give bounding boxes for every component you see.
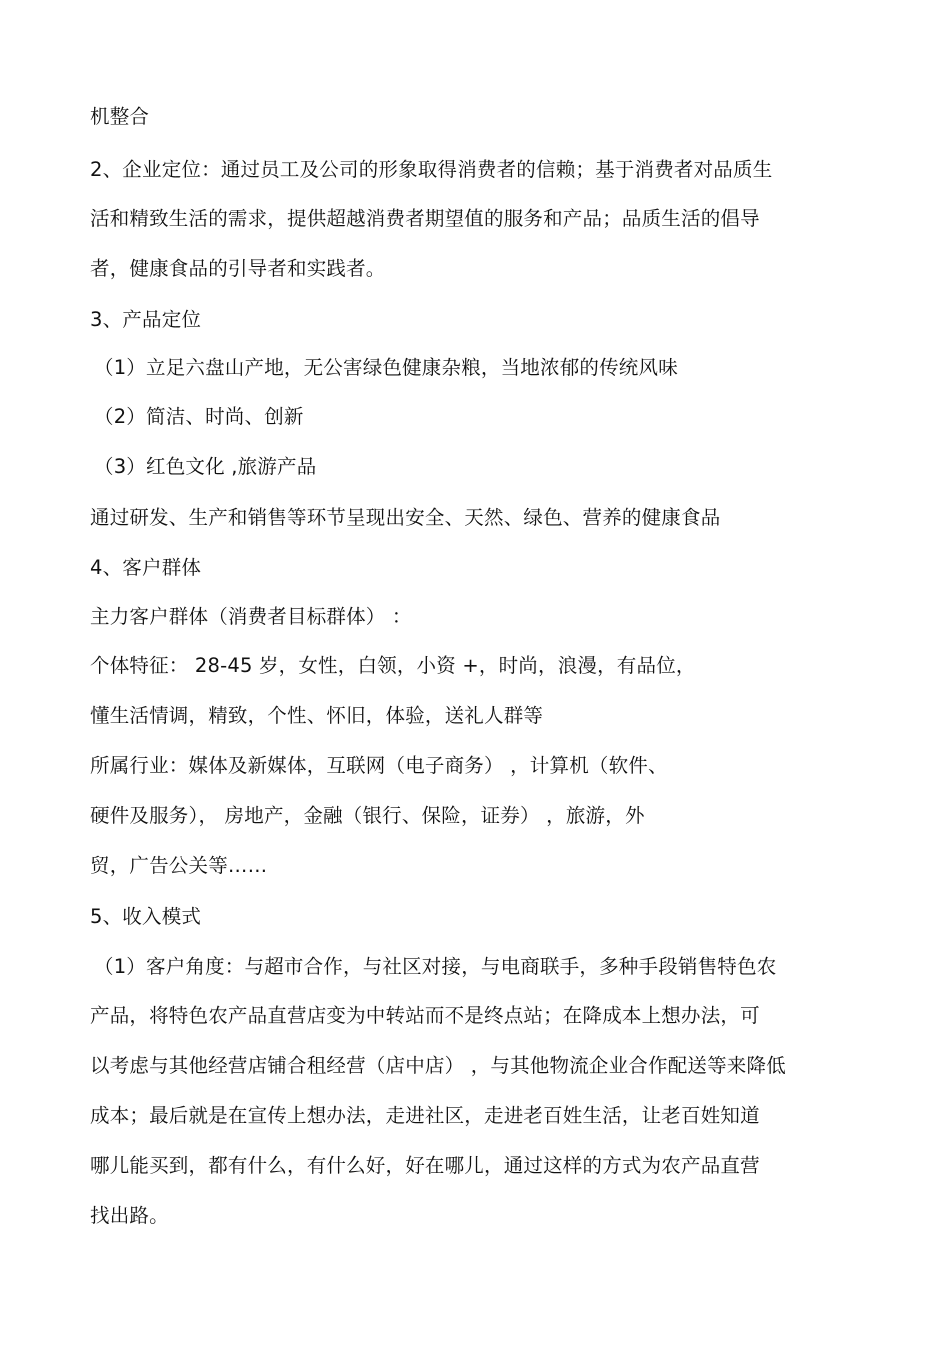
text-line: 活和精致生活的需求，提供超越消费者期望值的服务和产品；品质生活的倡导	[90, 207, 760, 230]
list-item: （1）客户角度：与超市合作，与社区对接，与电商联手，多种手段销售特色农	[94, 955, 777, 978]
text-line: 成本；最后就是在宣传上想办法，走进社区，走进老百姓生活，让老百姓知道	[90, 1104, 760, 1127]
text-line: 通过研发、生产和销售等环节呈现出安全、天然、绿色、营养的健康食品	[90, 506, 721, 529]
section-heading: 4、客户群体	[90, 556, 202, 579]
list-item: （3）红色文化 ,旅游产品	[94, 455, 317, 478]
text-line: 以考虑与其他经营店铺合租经营（店中店） ，与其他物流企业合作配送等来降低	[90, 1054, 786, 1077]
text-line: 找出路。	[90, 1204, 169, 1227]
list-item: （2）简洁、时尚、创新	[94, 405, 304, 428]
text-line: 懂生活情调，精致，个性、怀旧，体验，送礼人群等	[90, 704, 544, 727]
section-heading: 5、收入模式	[90, 905, 202, 928]
text-line: 机整合	[90, 105, 150, 128]
list-item: （1）立足六盘山产地，无公害绿色健康杂粮，当地浓郁的传统风味	[94, 356, 678, 379]
text-line: 者，健康食品的引导者和实践者。	[90, 257, 386, 280]
text-line: 个体特征： 28-45 岁，女性，白领，小资 +，时尚，浪漫，有品位，	[90, 654, 696, 677]
text-line: 所属行业：媒体及新媒体，互联网（电子商务） ，计算机（软件、	[90, 754, 668, 777]
text-line: 硬件及服务）， 房地产，金融（银行、保险，证券） ，旅游，外	[90, 804, 645, 827]
text-line: 贸，广告公关等……	[90, 854, 268, 877]
text-line: 产品，将特色农产品直营店变为中转站而不是终点站；在降成本上想办法，可	[90, 1004, 760, 1027]
text-line: 主力客户群体（消费者目标群体） ：	[90, 605, 412, 628]
text-line: 2、企业定位：通过员工及公司的形象取得消费者的信赖；基于消费者对品质生	[90, 158, 773, 181]
section-heading: 3、产品定位	[90, 308, 202, 331]
text-line: 哪儿能买到，都有什么，有什么好，好在哪儿，通过这样的方式为农产品直营	[90, 1154, 760, 1177]
